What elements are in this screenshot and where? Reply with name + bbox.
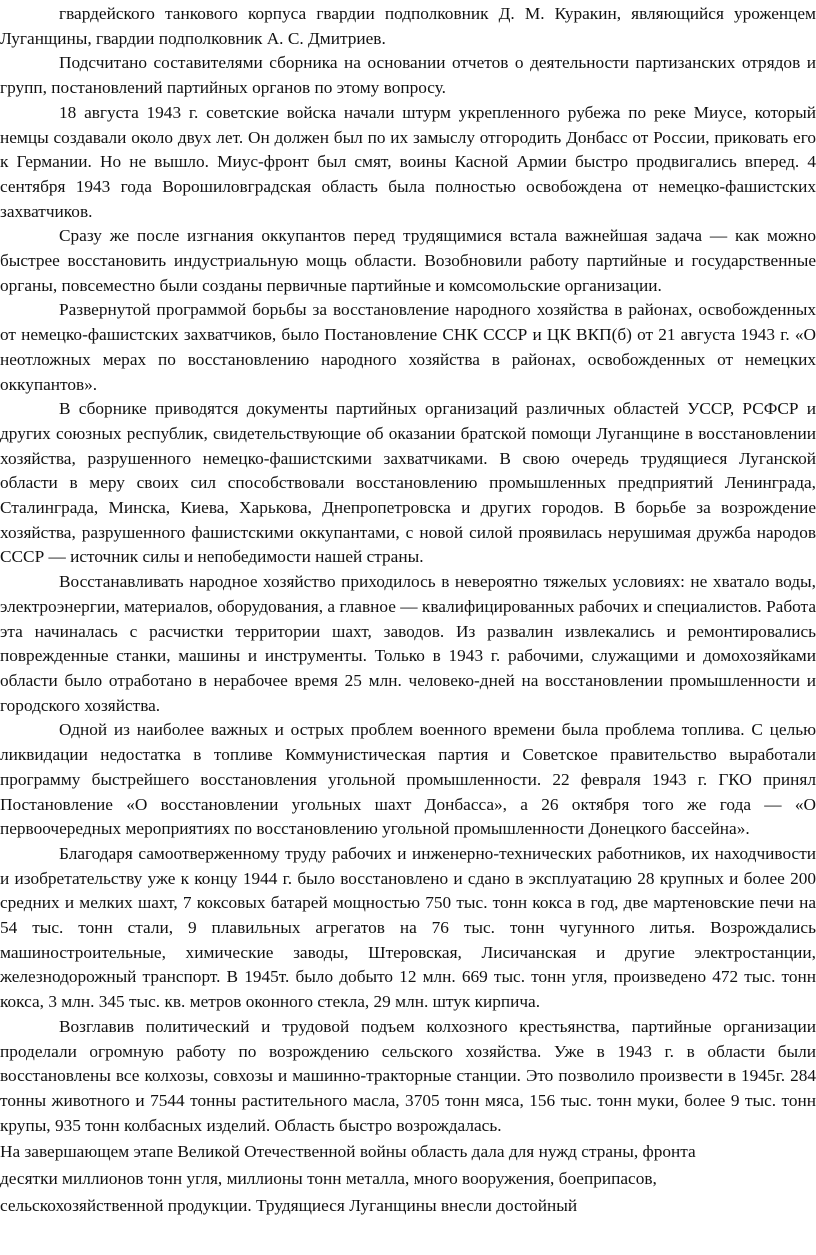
- paragraph-9: Благодаря самоотверженному труду рабочих и инженерно-технических работников, их находчивости и изобретательству уже к концу 1944 г. было восстановлено и сдано в эксплуатацию 28 крупных и более 200 средних и мелких шахт, 7 коксовых батарей мощностью 750 тыс. тонн кокса в год, две мартеновские печи на 54 тыс. тонн стали, 9 плавильных агрегатов на 76 тыс. тонн чугунного литья. Возрождались машиностроительные, химические заводы, Штеровская, Лисичанская и другие электростанции, железнодорожный транспорт. В 1945т. было добыто 12 млн. 669 тыс. тонн угля, произведено 472 тыс. тонн кокса, 3 млн. 345 тыс. кв. метров оконного стекла, 29 млн. штук кирпича.: [0, 843, 816, 1012]
- paragraph-5: Развернутой программой борьбы за восстановление народного хозяйства в районах, освобожденных от немецко-фашистских захватчиков, было Постановление СНК СССР и ЦК ВКП(б) от 21 августа 1943 г. «О неотложных мерах по восстановлению народного хозяйства в районах, освобожденных от немецких оккупантов».: [0, 300, 816, 394]
- paragraph-6: В сборнике приводятся документы партийных организаций различных областей УССР, РСФСР и других союзных республик, свидетельствующие об оказании братской помощи Луганщине в восстановлении хозяйства, разрушенного немецко-фашистскими захватчиками. В свою очередь трудящиеся Луганской области в меру своих сил способствовали восстановлению промышленных предприятий Ленинграда, Сталинграда, Минска, Киева, Харькова, Днепропетровска и других городов. В борьбе за возрождение хозяйства, разрушенного фашистскими оккупантами, с новой силой проявилась нерушимая дружба народов СССР — источник силы и непобедимости нашей страны.: [0, 399, 816, 567]
- paragraph-2: Подсчитано составителями сборника на основании отчетов о деятельности партизанских отрядов и групп, постановлений партийных органов по этому вопросу.: [0, 53, 816, 98]
- paragraph-8: Одной из наиболее важных и острых проблем военного времени была проблема топлива. С целью ликвидации недостатка в топливе Коммунистическая партия и Советское правительство выработали программу быстрейшего восстановления угольной промышленности. 22 февраля 1943 г. ГКО принял Постановление «О восстановлении угольных шахт Донбасса», а 26 октября того же года — «О первоочередных мероприятиях по восстановлению угольной промышленности Донецкого бассейна».: [0, 720, 816, 839]
- tail-line-2: десятки миллионов тонн угля, миллионы тонн металла, много вооружения, боеприпасов,: [0, 1169, 657, 1189]
- tail-line-3: сельскохозяйственной продукции. Трудящиеся Луганщины внесли достойный: [0, 1196, 578, 1216]
- tail-line-1: На завершающем этапе Великой Отечественной войны область дала для нужд страны, фронта: [0, 1142, 696, 1162]
- paragraph-4: Сразу же после изгнания оккупантов перед трудящимися встала важнейшая задача — как можно быстрее восстановить индустриальную мощь области. Возобновили работу партийные и государственные органы, повсеместно были созданы первичные партийные и комсомольские организации.: [0, 226, 816, 295]
- paragraph-10: Возглавив политический и трудовой подъем колхозного крестьянства, партийные организации проделали огромную работу по возрождению сельского хозяйства. Уже в 1943 г. в области были восстановлены все колхозы, совхозы и машинно-тракторные станции. Это позволило произвести в 1945г. 284 тонны животного и 7544 тонны растительного масла, 3705 тонн мяса, 156 тыс. тонн муки, более 9 тыс. тонн крупы, 935 тонн колбасных изделий. Область быстро возрождалась.: [0, 1016, 816, 1135]
- paragraph-1: гвардейского танкового корпуса гвардии подполковник Д. М. Куракин, являющийся уроженцем Луганщины, гвардии подполковник А. С. Дмитриев.: [0, 4, 816, 48]
- paragraph-7: Восстанавливать народное хозяйство приходилось в невероятно тяжелых условиях: не хватало воды, электроэнергии, материалов, оборудования, а главное — квалифицированных рабочих и специалистов. Работа эта начиналась с расчистки территории шахт, заводов. Из развалин извлекались и ремонтировались поврежденные станки, машины и инструменты. Только в 1943 г. рабочими, служащими и домохозяйками области было отработано в нерабочее время 25 млн. человеко-дней на восстановлении промышленности и городского хозяйства.: [0, 572, 816, 715]
- paragraph-3: 18 августа 1943 г. советские войска начали штурм укрепленного рубежа по реке Миусе, который немцы создавали около двух лет. Он должен был по их замыслу отгородить Донбасс от России, приковать его к Германии. Но не вышло. Миус-фронт был смят, воины Касной Армии быстро продвигались вперед. 4 сентября 1943 года Ворошиловградская область была полностью освобождена от немецко-фашистских захватчиков.: [0, 102, 816, 221]
